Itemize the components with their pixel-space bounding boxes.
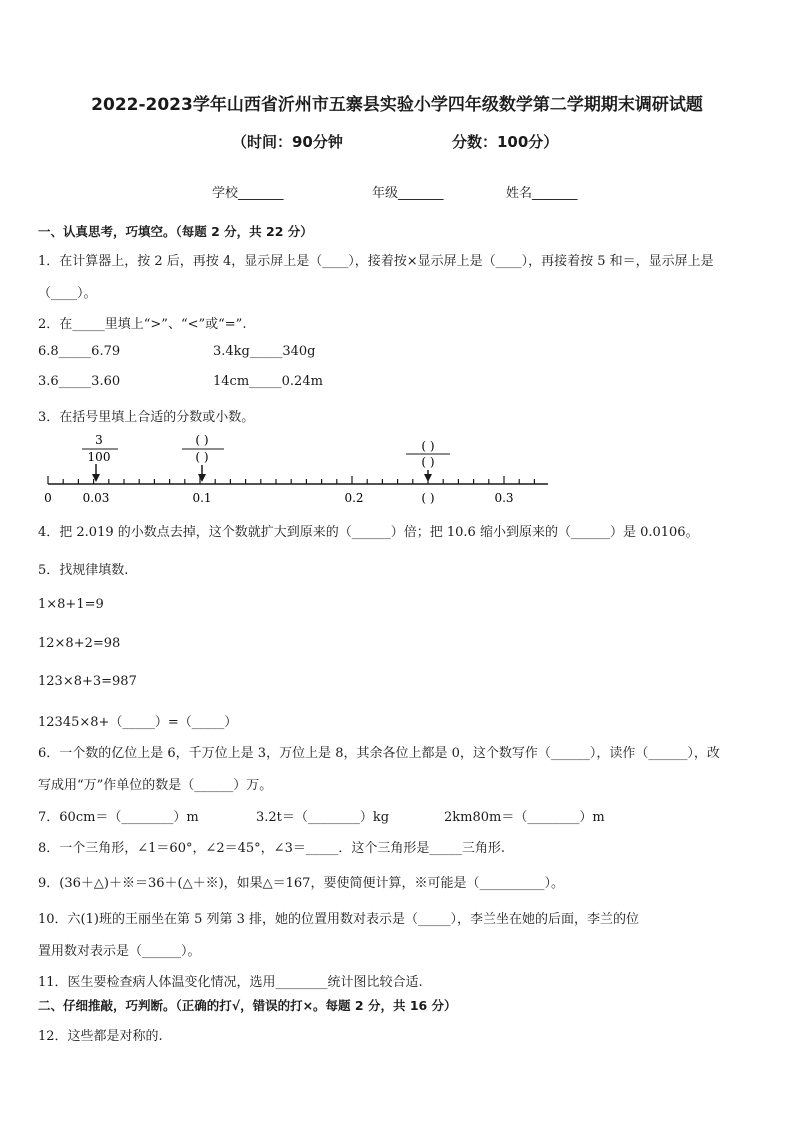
blank-fraction-1-bottom: ( ) bbox=[195, 450, 209, 464]
school-field: 学校_______ bbox=[212, 186, 284, 201]
grade-field: 年级_______ bbox=[372, 186, 444, 201]
q2-item-d: 14cm_____0.24m bbox=[213, 374, 323, 389]
fraction-denominator: 100 bbox=[87, 450, 111, 464]
q3-text: 3．在括号里填上合适的分数或小数。 bbox=[38, 410, 255, 425]
q5-line2: 12×8+2=98 bbox=[38, 636, 121, 651]
number-line-ticks bbox=[48, 476, 534, 484]
q6-line1: 6．一个数的亿位上是 6，千万位上是 3，万位上是 8，其余各位上都是 0，这个数写作（______），读作（______），改 bbox=[38, 746, 720, 761]
tick-label-0-03: 0.03 bbox=[82, 491, 110, 505]
q2-item-a: 6.8_____6.79 bbox=[38, 344, 121, 359]
q7-item-b: 3.2t＝（________）kg bbox=[256, 810, 390, 825]
q5-line1: 1×8+1=9 bbox=[38, 597, 104, 612]
q7-item-a: 7．60cm＝（________）m bbox=[38, 810, 199, 825]
q9-text: 9．(36＋△)＋※＝36＋(△＋※)，如果△＝167，要使简便计算，※可能是（__________）。 bbox=[38, 876, 564, 891]
q6-line2: 写成用“万”作单位的数是（______）万。 bbox=[38, 778, 273, 793]
fraction-numerator: 3 bbox=[95, 433, 103, 447]
tick-label-blank: ( ) bbox=[421, 491, 435, 505]
q5-text: 5．找规律填数. bbox=[38, 563, 129, 578]
tick-label-0: 0 bbox=[44, 491, 52, 505]
q1-line1: 1．在计算器上，按 2 后，再按 4，显示屏上是（____），接着按×显示屏上是（____），再接着按 5 和＝，显示屏上是 bbox=[38, 254, 714, 269]
q2-text: 2．在_____里填上“>”、“<”或“=”. bbox=[38, 317, 247, 332]
q2-item-c: 3.6_____3.60 bbox=[38, 374, 121, 389]
q7-item-c: 2km80m＝（________）m bbox=[444, 810, 605, 825]
q5-line3: 123×8+3=987 bbox=[38, 674, 137, 689]
section-1-heading: 一、认真思考，巧填空。（每题 2 分，共 22 分） bbox=[38, 224, 313, 239]
exam-time: （时间：90分钟 bbox=[232, 133, 343, 151]
q10-line2: 置用数对表示是（______）。 bbox=[38, 944, 201, 959]
q5-line4: 12345×8+（_____）=（_____） bbox=[38, 715, 238, 730]
number-line-figure bbox=[38, 432, 558, 512]
q10-line1: 10．六(1)班的王丽坐在第 5 列第 3 排，她的位置用数对表示是（_____），李兰坐在她的后面，李兰的位 bbox=[38, 912, 640, 927]
q1-line2: （____）。 bbox=[38, 286, 97, 301]
arrow-blank-1 bbox=[198, 465, 206, 482]
tick-label-0-2: 0.2 bbox=[344, 491, 364, 505]
q8-text: 8．一个三角形，∠1＝60°，∠2＝45°，∠3＝_____．这个三角形是_____三角形. bbox=[38, 841, 505, 856]
q12-text: 12．这些都是对称的. bbox=[38, 1029, 163, 1044]
tick-label-0-3: 0.3 bbox=[494, 491, 514, 505]
name-field: 姓名_______ bbox=[506, 186, 578, 201]
blank-fraction-1-top: ( ) bbox=[195, 433, 209, 447]
q2-item-b: 3.4kg_____340g bbox=[213, 344, 316, 359]
section-2-heading: 二、仔细推敲，巧判断。（正确的打√，错误的打×。每题 2 分，共 16 分） bbox=[38, 998, 457, 1013]
blank-fraction-2-top: ( ) bbox=[421, 439, 435, 453]
q11-text: 11．医生要检查病人体温变化情况，选用________统计图比较合适. bbox=[38, 975, 423, 990]
exam-title: 2022-2023学年山西省沂州市五寨县实验小学四年级数学第二学期期末调研试题 bbox=[91, 95, 703, 115]
tick-label-0-1: 0.1 bbox=[192, 491, 212, 505]
blank-fraction-2-bottom: ( ) bbox=[421, 455, 435, 469]
q4-text: 4．把 2.019 的小数点去掉，这个数就扩大到原来的（______）倍；把 10.6 缩小到原来的（______）是 0.0106。 bbox=[38, 525, 699, 540]
exam-score: 分数：100分） bbox=[452, 133, 559, 151]
